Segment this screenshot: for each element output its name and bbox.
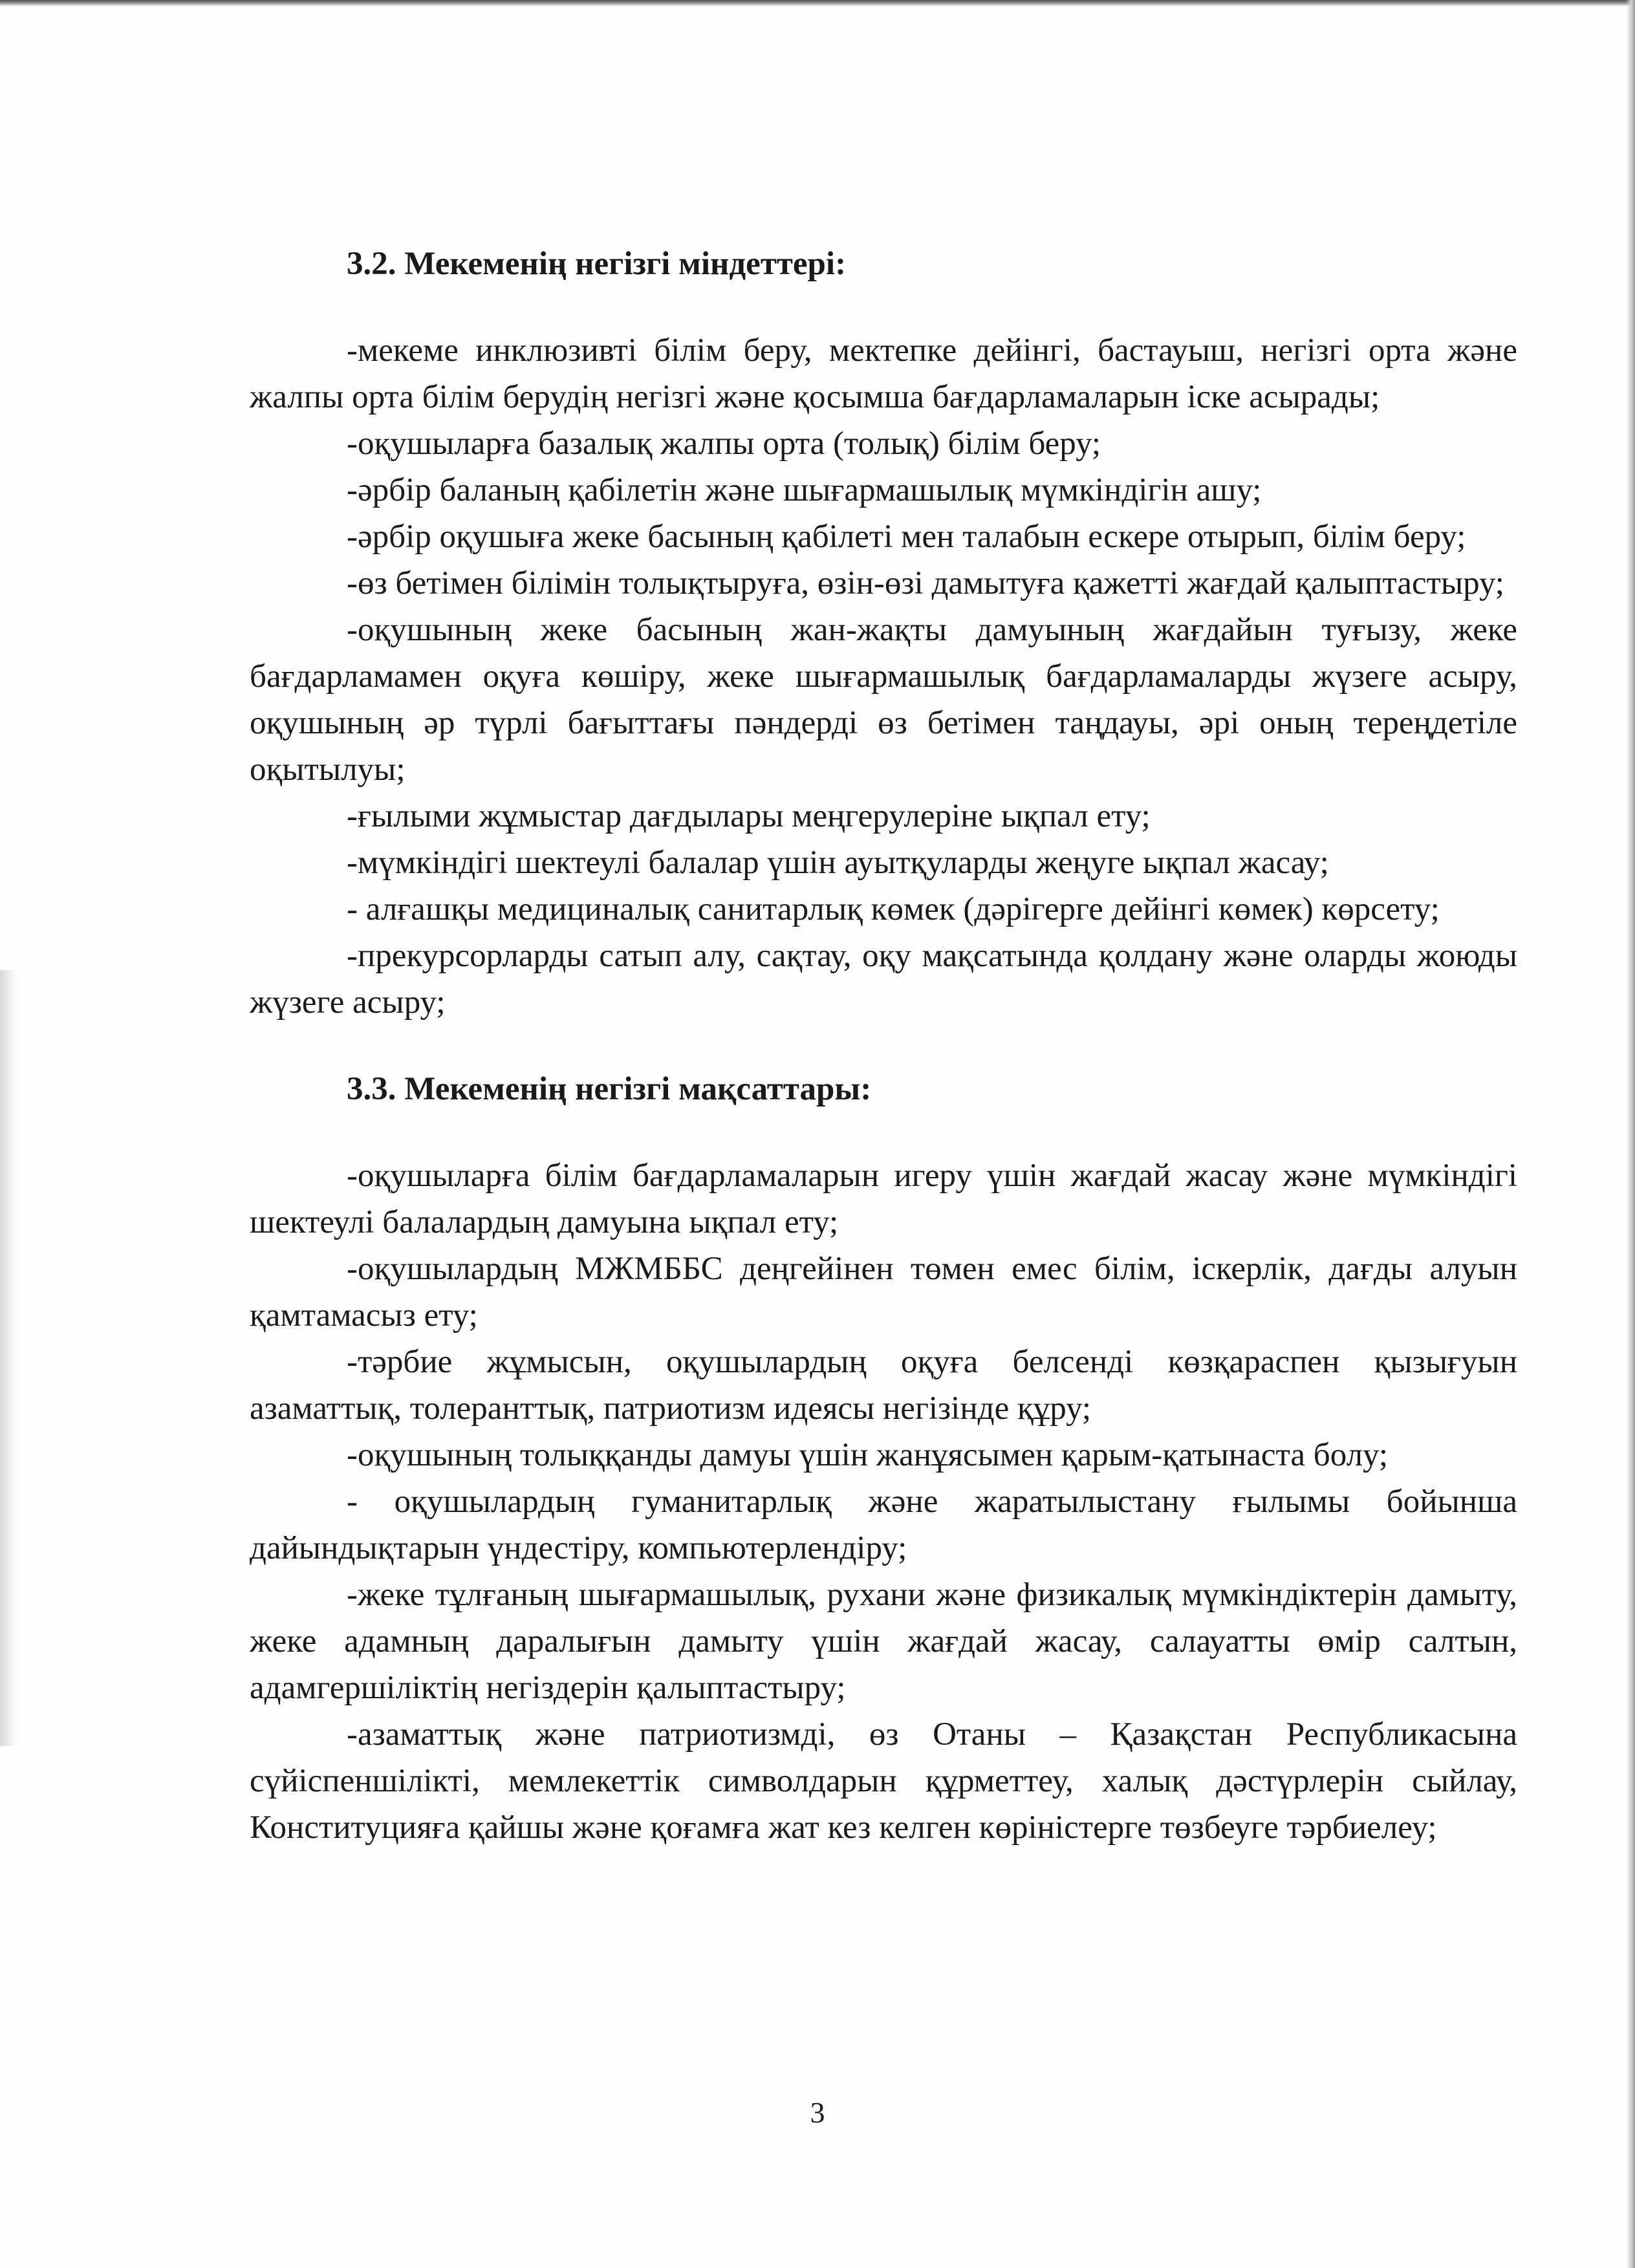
goals-item: -оқушылардың МЖМББС деңгейінен төмен емес білім, іскерлік, дағды алуын қамтамасыз ету; [250, 1251, 1517, 1334]
goals-item: -жеке тұлғаның шығармашылық, рухани және физикалық мүмкіндіктерін дамыту, жеке адамның даралығын дамыту үшін жағдай жасау, салауатты өмір салтын, адамгершіліктің негіздерін қалыптастыру; [250, 1577, 1517, 1706]
tasks-item: -әрбір баланың қабілетін және шығармашылық мүмкіндігін ашу; [347, 472, 1262, 508]
goals-item: -оқушыларға білім бағдарламаларын игеру үшін жағдай жасау және мүмкіндігі шектеулі балалардың дамуына ықпал ету; [250, 1158, 1517, 1240]
scan-fold-shadow [0, 970, 17, 1746]
tasks-item: -мүмкіндігі шектеулі балалар үшін ауытқуларды жеңуге ықпал жасау; [347, 845, 1329, 881]
tasks-item: -оқушыларға базалық жалпы орта (толық) білім беру; [347, 426, 1101, 462]
scan-edge-top [0, 0, 1635, 6]
goals-item: -тәрбие жұмысын, оқушылардың оқуға белсенді көзқараспен қызығуын азаматтық, толеранттық, патриотизм идеясы негізінде құру; [250, 1344, 1517, 1427]
section-heading-tasks: 3.2. Мекеменің негізгі міндеттері: [347, 246, 847, 282]
tasks-item: -прекурсорларды сатып алу, сақтау, оқу мақсатында қолдану және оларды жоюды жүзеге асыру; [250, 938, 1517, 1021]
section-heading-goals: 3.3. Мекеменің негізгі мақсаттары: [347, 1071, 872, 1107]
goals-item: - оқушылардың гуманитарлық және жаратылыстану ғылымы бойынша дайындықтарын үндестіру, компьютерлендіру; [250, 1484, 1517, 1566]
tasks-item: -оқушының жеке басының жан-жақты дамуының жағдайын туғызу, жеке бағдарламамен оқуға көшіру, жеке шығармашылық бағдарламаларды жүзеге асыру, оқушының әр түрлі бағыттағы пәндерді өз бетімен таңдауы, әрі оның тереңдетіле оқытылуы; [250, 612, 1517, 788]
tasks-item: -мекеме инклюзивті білім беру, мектепке дейінгі, бастауыш, негізгі орта және жалпы орта білім берудің негізгі және қосымша бағдарламаларын іске асырады; [250, 332, 1517, 415]
tasks-item: -әрбір оқушыға жеке басының қабілеті мен талабын ескере отырып, білім беру; [347, 519, 1466, 555]
tasks-item: -өз бетімен білімін толықтыруға, өзін-өзі дамытуға қажетті жағдай қалыптастыру; [347, 565, 1504, 601]
page-number: 3 [810, 2096, 825, 2129]
goals-item: -оқушының толыққанды дамуы үшін жанұясымен қарым-қатынаста болу; [347, 1437, 1389, 1473]
scan-edge-right [1626, 0, 1635, 2268]
document-body [250, 241, 1517, 1851]
tasks-item: - алғашқы медициналық санитарлық көмек (дәрігерге дейінгі көмек) көрсету; [347, 891, 1440, 927]
tasks-item: -ғылыми жұмыстар дағдылары меңгерулеріне ықпал ету; [347, 798, 1151, 834]
goals-item: -азаматтық және патриотизмді, өз Отаны – Қазақстан Республикасына сүйіспеншілікті, мемлекеттік символдарын құрметтеу, халық дәстүрлерін сыйлау, Конституцияға қайшы және қоғамға жат кез келген көріністерге төзбеуге тәрбиелеу; [250, 1716, 1517, 1846]
